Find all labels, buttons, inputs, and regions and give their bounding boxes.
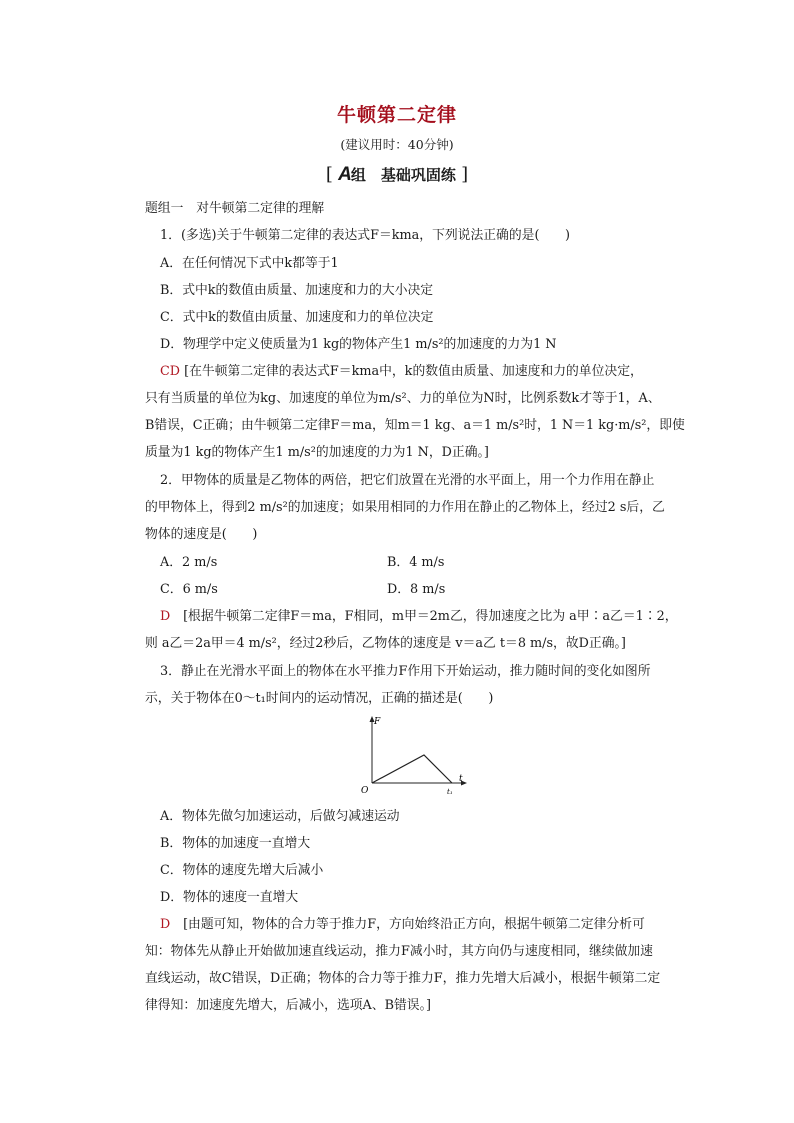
group-label: 组 基础巩固练 — [350, 166, 456, 184]
group-letter: A — [338, 164, 351, 185]
q2-option-c: C．6 m/s — [160, 582, 218, 597]
q3-explanation-line-3: 直线运动，故C错误，D正确；物体的合力等于推力F，推力先增大后减小，根据牛顿第二定 — [145, 971, 661, 986]
q1-answer-key: CD — [160, 364, 181, 379]
time-hint: (建议用时：40分钟) — [340, 137, 454, 152]
q1-option-a: A．在任何情况下式中k都等于1 — [160, 256, 339, 271]
q3-option-d: D．物体的速度一直增大 — [160, 890, 299, 905]
q2-answer-key: D — [160, 609, 171, 624]
q1-explanation-line-3: B错误，C正确；由牛顿第二定律F＝ma，知m＝1 kg、a＝1 m/s²时，1 N＝1 kg·m/s²，即使 — [145, 418, 685, 433]
page-title: 牛顿第二定律 — [336, 104, 457, 126]
q2-option-a: A．2 m/s — [160, 555, 218, 570]
force-curve — [372, 755, 452, 783]
q2-explanation-line-1: D [根据牛顿第二定律F＝ma，F相同，m甲＝2m乙，得加速度之比为 a甲∶a乙＝1∶2， — [160, 609, 678, 624]
q2-option-b: B．4 m/s — [387, 555, 445, 570]
q3-stem-line-2: 示，关于物体在0～t₁时间内的运动情况，正确的描述是( ) — [145, 691, 494, 706]
q3-answer-key: D — [160, 917, 171, 932]
q1-explanation-line-1: CD [在牛顿第二定律的表达式F＝kma中，k的数值由质量、加速度和力的单位决定， — [160, 364, 643, 379]
q2-stem-line-3: 物体的速度是( ) — [145, 527, 258, 542]
y-axis-label: F — [374, 717, 381, 727]
q1-option-b: B．式中k的数值由质量、加速度和力的大小决定 — [160, 283, 434, 298]
t1-tick-label: t₁ — [447, 788, 453, 796]
q1-explanation-line-2: 只有当质量的单位为kg、加速度的单位为m/s²、力的单位为N时，比例系数k才等于1，A、 — [145, 391, 661, 406]
q2-option-d: D．8 m/s — [387, 582, 446, 597]
q3-explanation-line-2: 知：物体先从静止开始做加速直线运动，推力F减小时，其方向仍与速度相同，继续做加速 — [145, 944, 653, 959]
q3-option-b: B．物体的加速度一直增大 — [160, 836, 311, 851]
x-axis-label: t — [459, 774, 463, 784]
group-bracket-close: ] — [461, 164, 469, 185]
q3-option-c: C．物体的速度先增大后减小 — [160, 863, 324, 878]
force-time-graph — [358, 713, 470, 798]
q2-stem-line-2: 的甲物体上，得到2 m/s²的加速度；如果用相同的力作用在静止的乙物体上，经过2 s后，乙 — [145, 500, 665, 515]
q2-explanation-line-2: 则 a乙＝2a甲＝4 m/s²，经过2秒后，乙物体的速度是 v＝a乙 t＝8 m/s，故D正确。] — [145, 636, 626, 651]
group-bracket-open: [ — [325, 164, 333, 185]
q3-option-a: A．物体先做匀加速运动，后做匀减速运动 — [160, 809, 400, 824]
q1-option-d: D．物理学中定义使质量为1 kg的物体产生1 m/s²的加速度的力为1 N — [160, 337, 557, 352]
q3-stem-line-1: 3．静止在光滑水平面上的物体在水平推力F作用下开始运动，推力随时间的变化如图所 — [160, 664, 651, 679]
topic-heading: 题组一 对牛顿第二定律的理解 — [145, 201, 325, 216]
q3-explanation-line-1: D [由题可知，物体的合力等于推力F，方向始终沿正方向，根据牛顿第二定律分析可 — [160, 917, 645, 932]
origin-label: O — [361, 786, 369, 796]
q2-stem-line-1: 2．甲物体的质量是乙物体的两倍，把它们放置在光滑的水平面上，用一个力作用在静止 — [160, 473, 655, 488]
q1-option-c: C．式中k的数值由质量、加速度和力的单位决定 — [160, 310, 434, 325]
group-header — [0, 164, 794, 186]
q3-explanation-line-4: 律得知：加速度先增大，后减小，选项A、B错误。] — [145, 998, 431, 1013]
q1-stem: 1．(多选)关于牛顿第二定律的表达式F＝kma，下列说法正确的是( ) — [160, 228, 571, 243]
q1-explanation-line-4: 质量为1 kg的物体产生1 m/s²的加速度的力为1 N，D正确。] — [145, 445, 489, 460]
